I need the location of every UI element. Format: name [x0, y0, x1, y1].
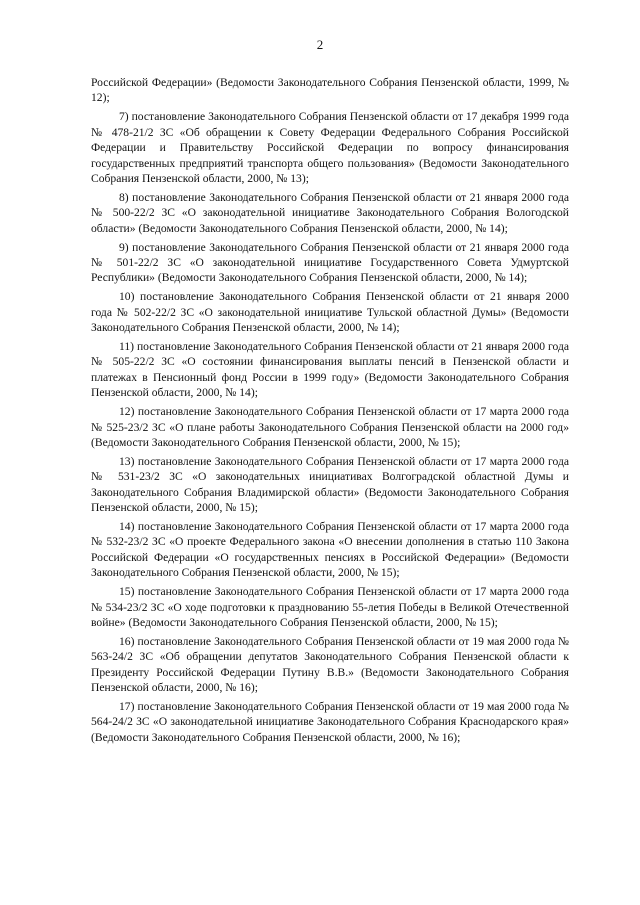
- list-item-17: 17) постановление Законодательного Собрания Пензенской области от 19 мая 2000 года № 564-24/2 ЗС «О законодательной инициативе Законодательного Собрания Краснодарского края» (Ведомости Законодательного Собрания Пензенской области, 2000, № 16);: [91, 699, 569, 744]
- list-item-7: 7) постановление Законодательного Собрания Пензенской области от 17 декабря 1999 года № 478-21/2 ЗС «Об обращении к Совету Федерации Федерального Собрания Российской Федерации и Правительству Российской Федерации по вопросу финансирования государственных предприятий транспорта общего пользования» (Ведомости Законодательного Собрания Пензенской области, 2000, № 13);: [91, 110, 569, 185]
- list-item-10: 10) постановление Законодательного Собрания Пензенской области от 21 января 2000 года № 502-22/2 ЗС «О законодательной инициативе Тульской областной Думы» (Ведомости Законодательного Собрания Пензенской области, 2000, № 14);: [91, 290, 569, 335]
- list-item-16: 16) постановление Законодательного Собрания Пензенской области от 19 мая 2000 года № 563-24/2 ЗС «Об обращении депутатов Законодательного Собрания Пензенской области к Президенту Российской Федерации Путину В.В.» (Ведомости Законодательного Собрания Пензенской области, 2000, № 16);: [91, 634, 569, 695]
- document-body: [91, 75, 569, 749]
- list-item-11: 11) постановление Законодательного Собрания Пензенской области от 21 января 2000 года № 505-22/2 ЗС «О состоянии финансирования выплаты пенсий в Пензенской области и платежах в Пенсионный фонд России в 1999 году» (Ведомости Законодательного Собрания Пензенской области, 2000, № 14);: [91, 340, 569, 400]
- list-item-15: 15) постановление Законодательного Собрания Пензенской области от 17 марта 2000 года № 534-23/2 ЗС «О ходе подготовки к празднованию 55-летия Победы в Великой Отечественной войне» (Ведомости Законодательного Собрания Пензенской области, 2000, № 15);: [91, 585, 569, 629]
- list-item-8: 8) постановление Законодательного Собрания Пензенской области от 21 января 2000 года № 500-22/2 ЗС «О законодательной инициативе Законодательного Собрания Вологодской области» (Ведомости Законодательного Собрания Пензенской области, 2000, № 14);: [91, 190, 569, 235]
- list-item-continuation: Российской Федерации» (Ведомости Законодательного Собрания Пензенской области, 1999, № 12);: [91, 76, 569, 105]
- list-item-12: 12) постановление Законодательного Собрания Пензенской области от 17 марта 2000 года № 525-23/2 ЗС «О плане работы Законодательного Собрания Пензенской области на 2000 год» (Ведомости Законодательного Собрания Пензенской области, 2000, № 15);: [91, 405, 569, 449]
- page-number: 2: [316, 37, 324, 52]
- list-item-14: 14) постановление Законодательного Собрания Пензенской области от 17 марта 2000 года № 532-23/2 ЗС «О проекте Федерального закона «О внесении дополнения в статью 110 Закона Российской Федерации «О государственных пенсиях в Российской Федерации» (Ведомости Законодательного Собрания Пензенской области, 2000, № 15);: [91, 519, 569, 580]
- list-item-13: 13) постановление Законодательного Собрания Пензенской области от 17 марта 2000 года № 531-23/2 ЗС «О законодательных инициативах Волгоградской областной Думы и Законодательного Собрания Владимирской области» (Ведомости Законодательного Собрания Пензенской области, 2000, № 15);: [91, 454, 569, 515]
- list-item-9: 9) постановление Законодательного Собрания Пензенской области от 21 января 2000 года № 501-22/2 ЗС «О законодательной инициативе Государственного Совета Удмуртской Республики» (Ведомости Законодательного Собрания Пензенской области, 2000, № 14);: [91, 240, 569, 285]
